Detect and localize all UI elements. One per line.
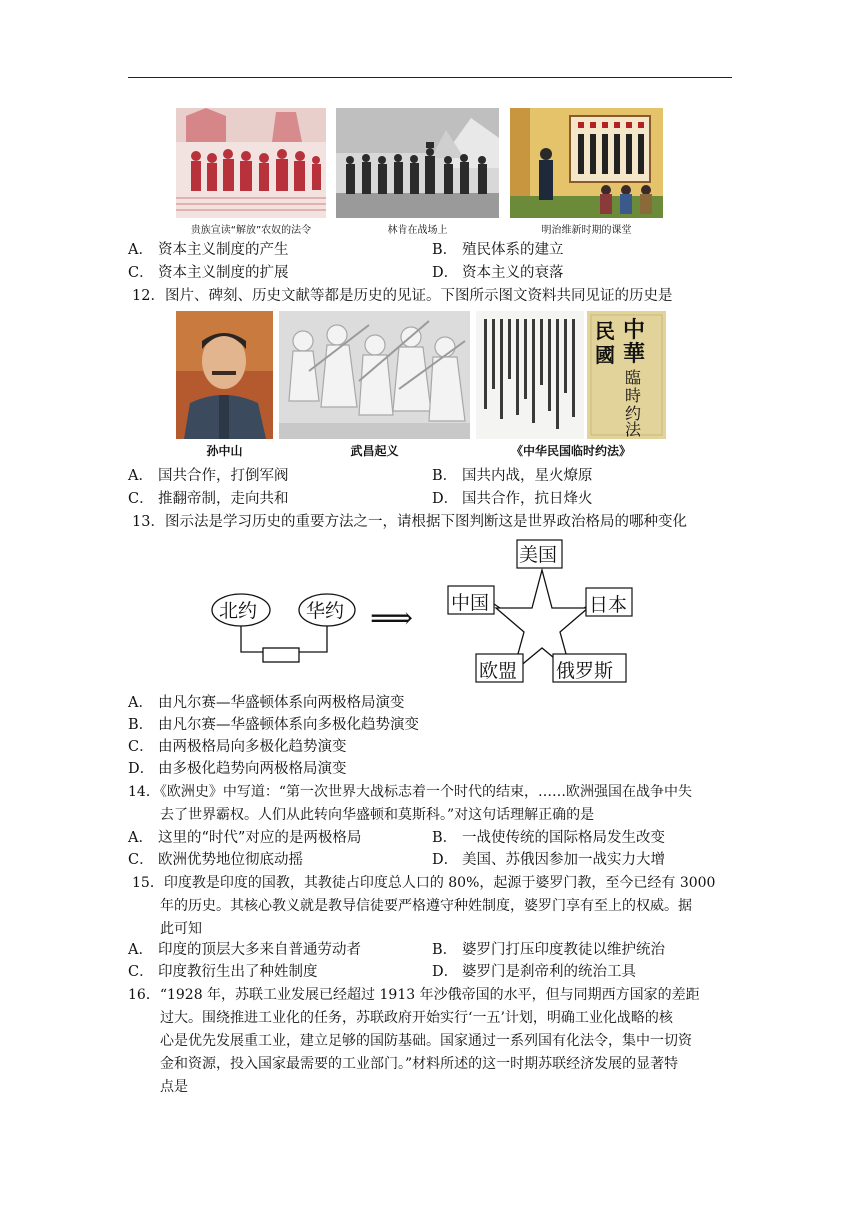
q15-stem-line-1: 15．印度教是印度的国教，其教徒占印度总人口的 80%，起源于婆罗门教，至今已经有 3000 (132, 875, 716, 891)
diagram-node-usa: 美国 (519, 544, 558, 566)
cover-char-lin: 臨 (625, 368, 642, 387)
diagram-arrow-icon: ⟹ (370, 601, 414, 636)
bracket-box (263, 648, 299, 662)
q14-option-b[interactable]: B． 一战使传统的国际格局发生改变 (432, 830, 665, 846)
lincoln-battlefield-photo (336, 108, 499, 218)
cover-char-min: 民 (595, 319, 615, 343)
q12-stem: 12．图片、碑刻、历史文献等都是历史的见证。下图所示图文资料共同见证的历史是 (132, 288, 673, 304)
q16-stem-line-1: 16．“1928 年，苏联工业发展已经超过 1913 年沙俄帝国的水平，但与同期西方国家的差距 (128, 987, 700, 1003)
q13-option-b[interactable]: B． 由凡尔赛—华盛顿体系向多极化趋势演变 (128, 717, 419, 733)
constitution-document (476, 311, 584, 439)
caption-sun-yatsen: 孙中山 (206, 444, 243, 458)
q13-option-d[interactable]: D． 由多极化趋势向两极格局演变 (128, 761, 347, 777)
constitution-book-cover (587, 311, 666, 439)
q15-option-c[interactable]: C． 印度教衍生出了种姓制度 (128, 964, 318, 980)
q14-option-d[interactable]: D． 美国、苏俄因参加一战实力大增 (432, 852, 665, 868)
caption-constitution: 《中华民国临时约法》 (510, 444, 631, 458)
cover-char-zhong: 中 (623, 317, 646, 343)
cover-char-shi: 時 (625, 386, 642, 405)
diagram-node-eu: 欧盟 (479, 660, 518, 682)
diagram-node-china: 中国 (451, 592, 490, 614)
q12-option-b[interactable]: B． 国共内战，星火燎原 (432, 468, 593, 484)
q14-stem-line-2: 去了世界霸权。人们从此转向华盛顿和莫斯科。”对这句话理解正确的是 (160, 807, 595, 823)
cover-char-guo: 國 (595, 343, 615, 367)
q16-stem-line-4: 金和资源，投入国家最需要的工业部门。”材料所述的这一时期苏联经济发展的显著特 (160, 1056, 679, 1072)
caption-wuchang: 武昌起义 (350, 444, 399, 458)
caption-serf-decree: 贵族宣读“解放”农奴的法令 (190, 225, 312, 236)
cover-char-hua: 華 (623, 341, 646, 367)
q16-stem-line-3: 心是优先发展重工业，建立足够的国防基础。国家通过一系列国有化法令，集中一切资 (160, 1033, 692, 1049)
q11-option-d[interactable]: D． 资本主义的衰落 (432, 265, 564, 281)
diagram-node-russia: 俄罗斯 (556, 660, 614, 682)
q16-stem-line-5: 点是 (160, 1079, 188, 1095)
wuchang-relief (279, 311, 470, 439)
q13-option-a[interactable]: A． 由凡尔赛—华盛顿体系向两极格局演变 (128, 695, 405, 711)
q12-option-a[interactable]: A． 国共合作，打倒军阀 (128, 468, 289, 484)
q14-stem-line-1: 14．《欧洲史》中写道：“第一次世界大战标志着一个时代的结束，……欧洲强国在战争中失 (128, 784, 692, 800)
sun-yatsen-portrait (176, 311, 273, 439)
q15-option-b[interactable]: B． 婆罗门打压印度教徒以维护统治 (432, 942, 665, 958)
q11-option-a[interactable]: A． 资本主义制度的产生 (128, 242, 289, 258)
q15-stem-line-2: 年的历史。其核心教义就是教导信徒要严格遵守种姓制度，婆罗门享有至上的权威。据 (160, 898, 692, 914)
q14-option-a[interactable]: A． 这里的“时代”对应的是两极格局 (128, 830, 362, 846)
q15-option-d[interactable]: D． 婆罗门是刹帝利的统治工具 (432, 964, 636, 980)
q15-stem-line-3: 此可知 (160, 921, 202, 937)
diagram-node-japan: 日本 (589, 594, 628, 616)
q13-stem: 13．图示法是学习历史的重要方法之一，请根据下图判断这是世界政治格局的哪种变化 (132, 514, 687, 530)
q14-option-c[interactable]: C． 欧洲优势地位彻底动摇 (128, 852, 303, 868)
q12-option-d[interactable]: D． 国共合作，抗日烽火 (432, 491, 593, 507)
q12-option-c[interactable]: C． 推翻帝制，走向共和 (128, 491, 289, 507)
diagram-node-warsaw: 华约 (306, 600, 345, 622)
caption-lincoln: 林肯在战场上 (387, 225, 448, 236)
diagram-node-nato: 北约 (219, 600, 258, 622)
q11-option-c[interactable]: C． 资本主义制度的扩展 (128, 265, 289, 281)
q15-option-a[interactable]: A． 印度的顶层大多来自普通劳动者 (128, 942, 361, 958)
q11-option-b[interactable]: B． 殖民体系的建立 (432, 242, 564, 258)
cover-char-fa: 法 (625, 420, 642, 439)
caption-meiji: 明治维新时期的课堂 (541, 225, 632, 236)
q16-stem-line-2: 过大。围绕推进工业化的任务，苏联政府开始实行‘一五’计划，明确工业化战略的核 (160, 1010, 673, 1026)
serf-decree-engraving (176, 108, 326, 218)
q13-option-c[interactable]: C． 由两极格局向多极化趋势演变 (128, 739, 347, 755)
header-rule (128, 77, 732, 78)
cover-char-yue: 约 (625, 404, 642, 423)
meiji-classroom-painting (510, 108, 663, 218)
